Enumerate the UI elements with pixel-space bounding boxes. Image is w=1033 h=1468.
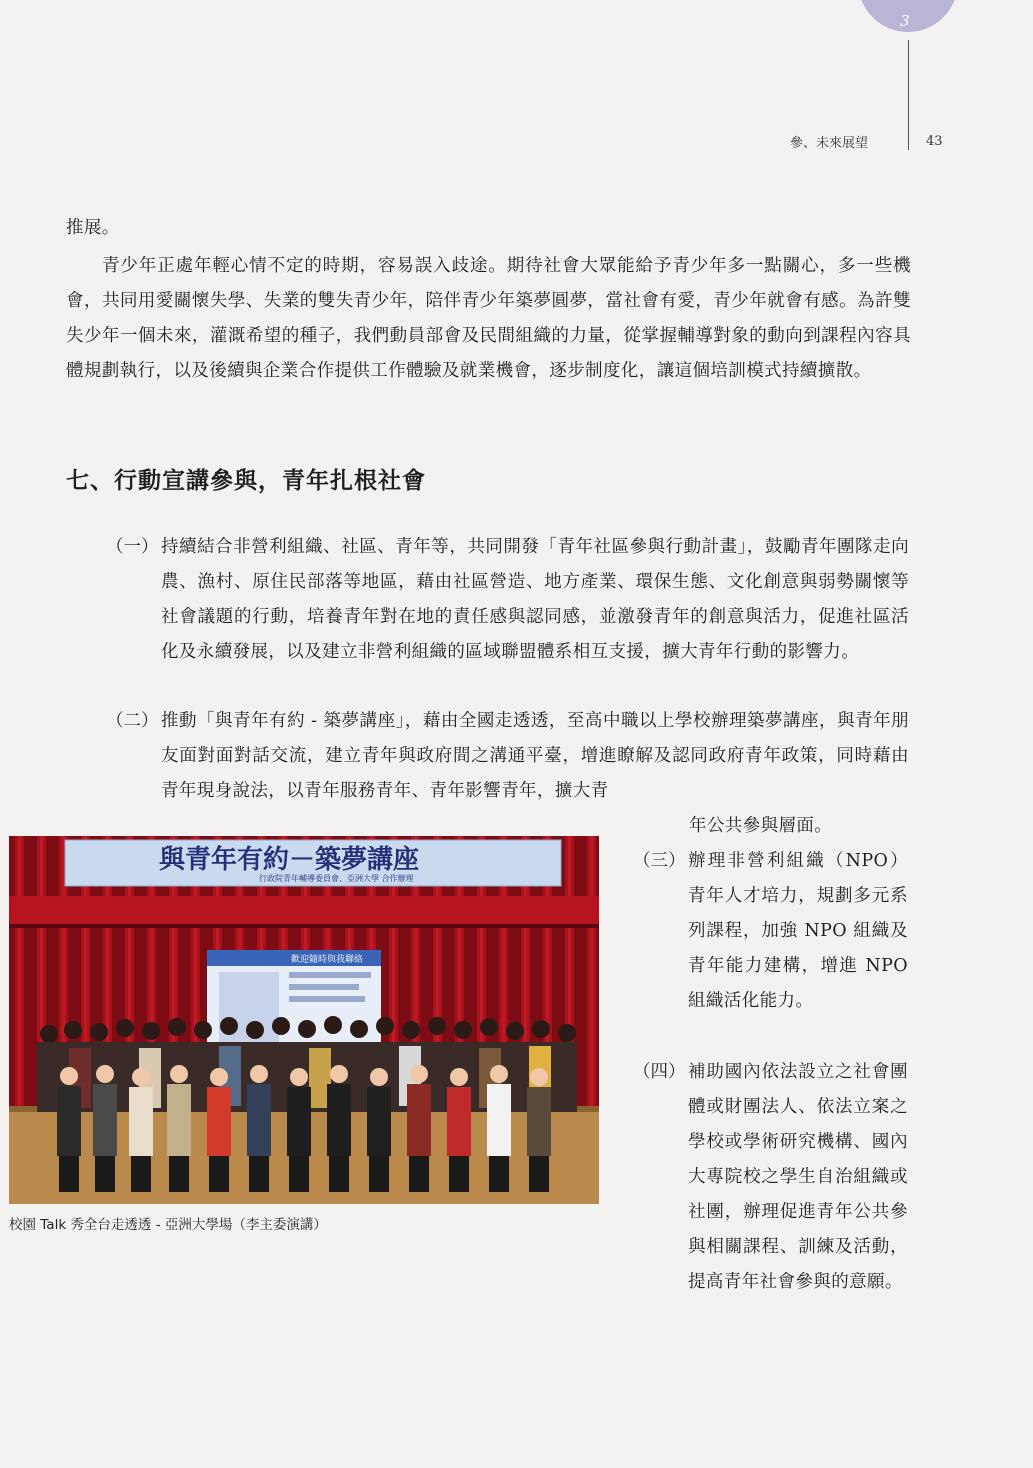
- list-item-label: （二）: [106, 711, 159, 731]
- banner-title: 與青年有約－築夢講座: [159, 845, 420, 875]
- page-number: 43: [926, 134, 943, 149]
- chapter-tab-number: 3: [900, 12, 910, 30]
- list-item-text: 推動「與青年有約 - 築夢講座」，藉由全國走透透，至高中職以上學校辦理築夢講座，與青年朋友面對面對話交流，建立青年與政府間之溝通平臺，增進瞭解及認同政府青年政策，同時藉由青年現身說法，以青年服務青年、青年影響青年，擴大青: [161, 711, 909, 801]
- list-item-label: （一）: [106, 537, 159, 557]
- header-rule: [908, 40, 909, 150]
- paragraph-continuation: 推展。: [66, 218, 120, 238]
- list-item-label: （三）: [633, 851, 686, 871]
- running-head: 參、未來展望: [790, 136, 869, 151]
- screen-text: 歡迎隨時與我聯絡: [291, 955, 364, 965]
- photo-caption: 校園 Talk 秀全台走透透 - 亞洲大學場（李主委演講）: [9, 1217, 327, 1233]
- event-photo: [9, 836, 599, 1204]
- list-item-text: 持續結合非營利組織、社區、青年等，共同開發「青年社區參與行動計畫」，鼓勵青年團隊走向農、漁村、原住民部落等地區，藉由社區營造、地方產業、環保生態、文化創意與弱勢關懷等社會議題的行動，培養青年對在地的責任感與認同感，並激發青年的創意與活力，促進社區活化及永續發展，以及建立非營利組織的區域聯盟體系相互支援，擴大青年行動的影響力。: [161, 537, 909, 662]
- list-item-text: 辦理非營利組織（NPO）青年人才培力，規劃多元系列課程，加強 NPO 組織及青年能力建構，增進 NPO 組織活化能力。: [688, 851, 908, 1011]
- list-item-text-continued: 年公共參與層面。: [689, 816, 833, 836]
- banner-subtitle: 行政院青年輔導委員會、亞洲大學 合作辦理: [259, 874, 414, 883]
- section-heading: 七、行動宣講參與，青年扎根社會: [66, 467, 426, 494]
- paragraph-youth: 青少年正處年輕心情不定的時期，容易誤入歧途。期待社會大眾能給予青少年多一點關心，多一些機會，共同用愛關懷失學、失業的雙失青少年，陪伴青少年築夢圓夢，當社會有愛，青少年就會有感。為許雙失少年一個未來，灌溉希望的種子，我們動員部會及民間組織的力量，從掌握輔導對象的動向到課程內容具體規劃執行，以及後續與企業合作提供工作體驗及就業機會，逐步制度化，讓這個培訓模式持續擴散。: [66, 256, 911, 381]
- list-item-label: （四）: [633, 1062, 686, 1082]
- list-item-text: 補助國內依法設立之社會團體或財團法人、依法立案之學校或學術研究機構、國內大專院校之學生自治組織或社團，辦理促進青年公共參與相關課程、訓練及活動，提高青年社會參與的意願。: [688, 1062, 908, 1292]
